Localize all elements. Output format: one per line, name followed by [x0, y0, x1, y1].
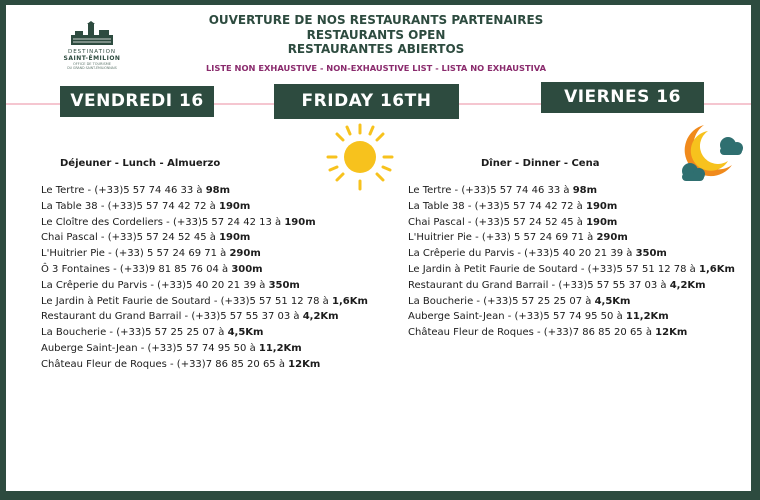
restaurant-text: Chai Pascal - (+33)5 57 24 52 45 à [41, 232, 220, 244]
restaurant-text: Ô 3 Fontaines - (+33)9 81 85 76 04 à [41, 263, 232, 275]
restaurant-text: L'Huitrier Pie - (+33) 5 57 24 69 71 à [41, 248, 230, 260]
restaurant-distance: 98m [572, 185, 598, 196]
restaurant-text: Restaurant du Grand Barrail - (+33)5 57 55 37 03 à [408, 279, 670, 291]
moon-cloud-icon [674, 119, 746, 191]
restaurant-distance: 11,2Km [258, 342, 302, 354]
restaurant-item [41, 341, 411, 357]
dinner-restaurant-list [408, 183, 743, 341]
restaurant-distance: 190m [218, 200, 251, 212]
subtitle: LISTE NON EXHAUSTIVE - NON-EXHAUSTIVE LIST - LISTA NO EXHAUSTIVA [205, 63, 547, 73]
destination-saint-emilion-logo [61, 21, 123, 70]
title-spanish: RESTAURANTES ABIERTOS [287, 42, 465, 56]
restaurant-item [41, 262, 411, 278]
flyer-card [6, 5, 751, 491]
restaurant-item [41, 357, 411, 373]
restaurant-text: Le Jardin à Petit Faurie de Soutard - (+33)5 57 51 12 78 à [41, 295, 332, 307]
restaurant-distance: 1,6Km [698, 263, 735, 275]
restaurant-distance: 98m [205, 185, 231, 196]
restaurant-text: Auberge Saint-Jean - (+33)5 57 74 95 50 à [408, 311, 626, 323]
restaurant-distance: 11,2Km [625, 311, 669, 323]
restaurant-item [41, 294, 411, 310]
restaurant-distance: 190m [284, 216, 316, 228]
restaurant-distance: 4,5Km [227, 327, 264, 339]
page-title [186, 13, 566, 57]
restaurant-distance: 4,2Km [669, 279, 706, 291]
restaurant-item [41, 309, 411, 325]
restaurant-item [41, 183, 411, 199]
restaurant-item [41, 325, 411, 341]
restaurant-item [408, 278, 743, 294]
restaurant-text: La Boucherie - (+33)5 57 25 25 07 à [41, 327, 228, 339]
restaurant-text: Le Tertre - (+33)5 57 74 46 33 à [41, 185, 206, 196]
day-label-french: VENDREDI 16 [60, 86, 214, 117]
restaurant-text: Le Jardin à Petit Faurie de Soutard - (+33)5 57 51 12 78 à [408, 263, 699, 275]
lunch-heading: Déjeuner - Lunch - Almuerzo [60, 158, 221, 169]
restaurant-text: La Boucherie - (+33)5 57 25 25 07 à [408, 295, 595, 307]
restaurant-text: Auberge Saint-Jean - (+33)5 57 74 95 50 à [41, 342, 259, 354]
lunch-restaurant-list [41, 183, 411, 373]
restaurant-distance: 1,6Km [331, 295, 368, 307]
logo-line-4: DU GRAND SAINT-ÉMILIONNAIS [67, 66, 117, 70]
restaurant-distance: 12Km [288, 358, 321, 370]
title-french: OUVERTURE DE NOS RESTAURANTS PARTENAIRES [208, 13, 544, 27]
restaurant-item [408, 215, 743, 231]
restaurant-distance: 190m [219, 232, 251, 244]
restaurant-item [408, 230, 743, 246]
logo-line-2: SAINT-ÉMILION [63, 55, 121, 62]
restaurant-distance: 190m [585, 200, 618, 212]
restaurant-item [408, 262, 743, 278]
logo-line-1: DESTINATION [67, 49, 117, 55]
restaurant-item [41, 278, 411, 294]
restaurant-distance: 290m [596, 232, 628, 244]
restaurant-text: La Table 38 - (+33)5 57 74 42 72 à [408, 200, 586, 212]
restaurant-text: Château Fleur de Roques - (+33)7 86 85 20 65 à [41, 358, 289, 370]
restaurant-item [408, 199, 743, 215]
village-logo-icon [69, 21, 115, 47]
restaurant-text: L'Huitrier Pie - (+33) 5 57 24 69 71 à [408, 232, 597, 244]
restaurant-distance: 12Km [655, 327, 688, 339]
restaurant-text: La Crêperie du Parvis - (+33)5 40 20 21 39 à [408, 248, 636, 260]
restaurant-item [408, 246, 743, 262]
restaurant-text: Le Cloître des Cordeliers - (+33)5 57 24 42 13 à [41, 216, 285, 228]
restaurant-distance: 350m [635, 248, 667, 260]
restaurant-item [408, 325, 743, 341]
day-label-spanish: VIERNES 16 [541, 82, 704, 113]
restaurant-item [408, 294, 743, 310]
restaurant-item [41, 215, 411, 231]
restaurant-distance: 350m [268, 279, 300, 291]
dinner-heading: Dîner - Dinner - Cena [481, 158, 600, 169]
restaurant-text: La Crêperie du Parvis - (+33)5 40 20 21 39 à [41, 279, 269, 291]
restaurant-item [41, 246, 411, 262]
restaurant-distance: 290m [229, 248, 261, 260]
restaurant-distance: 300m [231, 263, 263, 275]
restaurant-text: Le Tertre - (+33)5 57 74 46 33 à [408, 185, 573, 196]
restaurant-item [408, 309, 743, 325]
restaurant-item [41, 199, 411, 215]
restaurant-text: Chai Pascal - (+33)5 57 24 52 45 à [408, 216, 587, 228]
title-english: RESTAURANTS OPEN [306, 27, 446, 42]
restaurant-distance: 4,2Km [302, 311, 339, 323]
restaurant-distance: 4,5Km [594, 295, 631, 307]
logo-line-3: OFFICE DE TOURISME [73, 62, 111, 66]
restaurant-text: La Table 38 - (+33)5 57 74 42 72 à [41, 200, 219, 212]
restaurant-item [408, 183, 743, 199]
restaurant-text: Restaurant du Grand Barrail - (+33)5 57 55 37 03 à [41, 311, 303, 323]
restaurant-item [41, 230, 411, 246]
restaurant-distance: 190m [586, 216, 618, 228]
day-label-english: FRIDAY 16TH [274, 84, 459, 119]
restaurant-text: Château Fleur de Roques - (+33)7 86 85 20 65 à [408, 327, 656, 339]
